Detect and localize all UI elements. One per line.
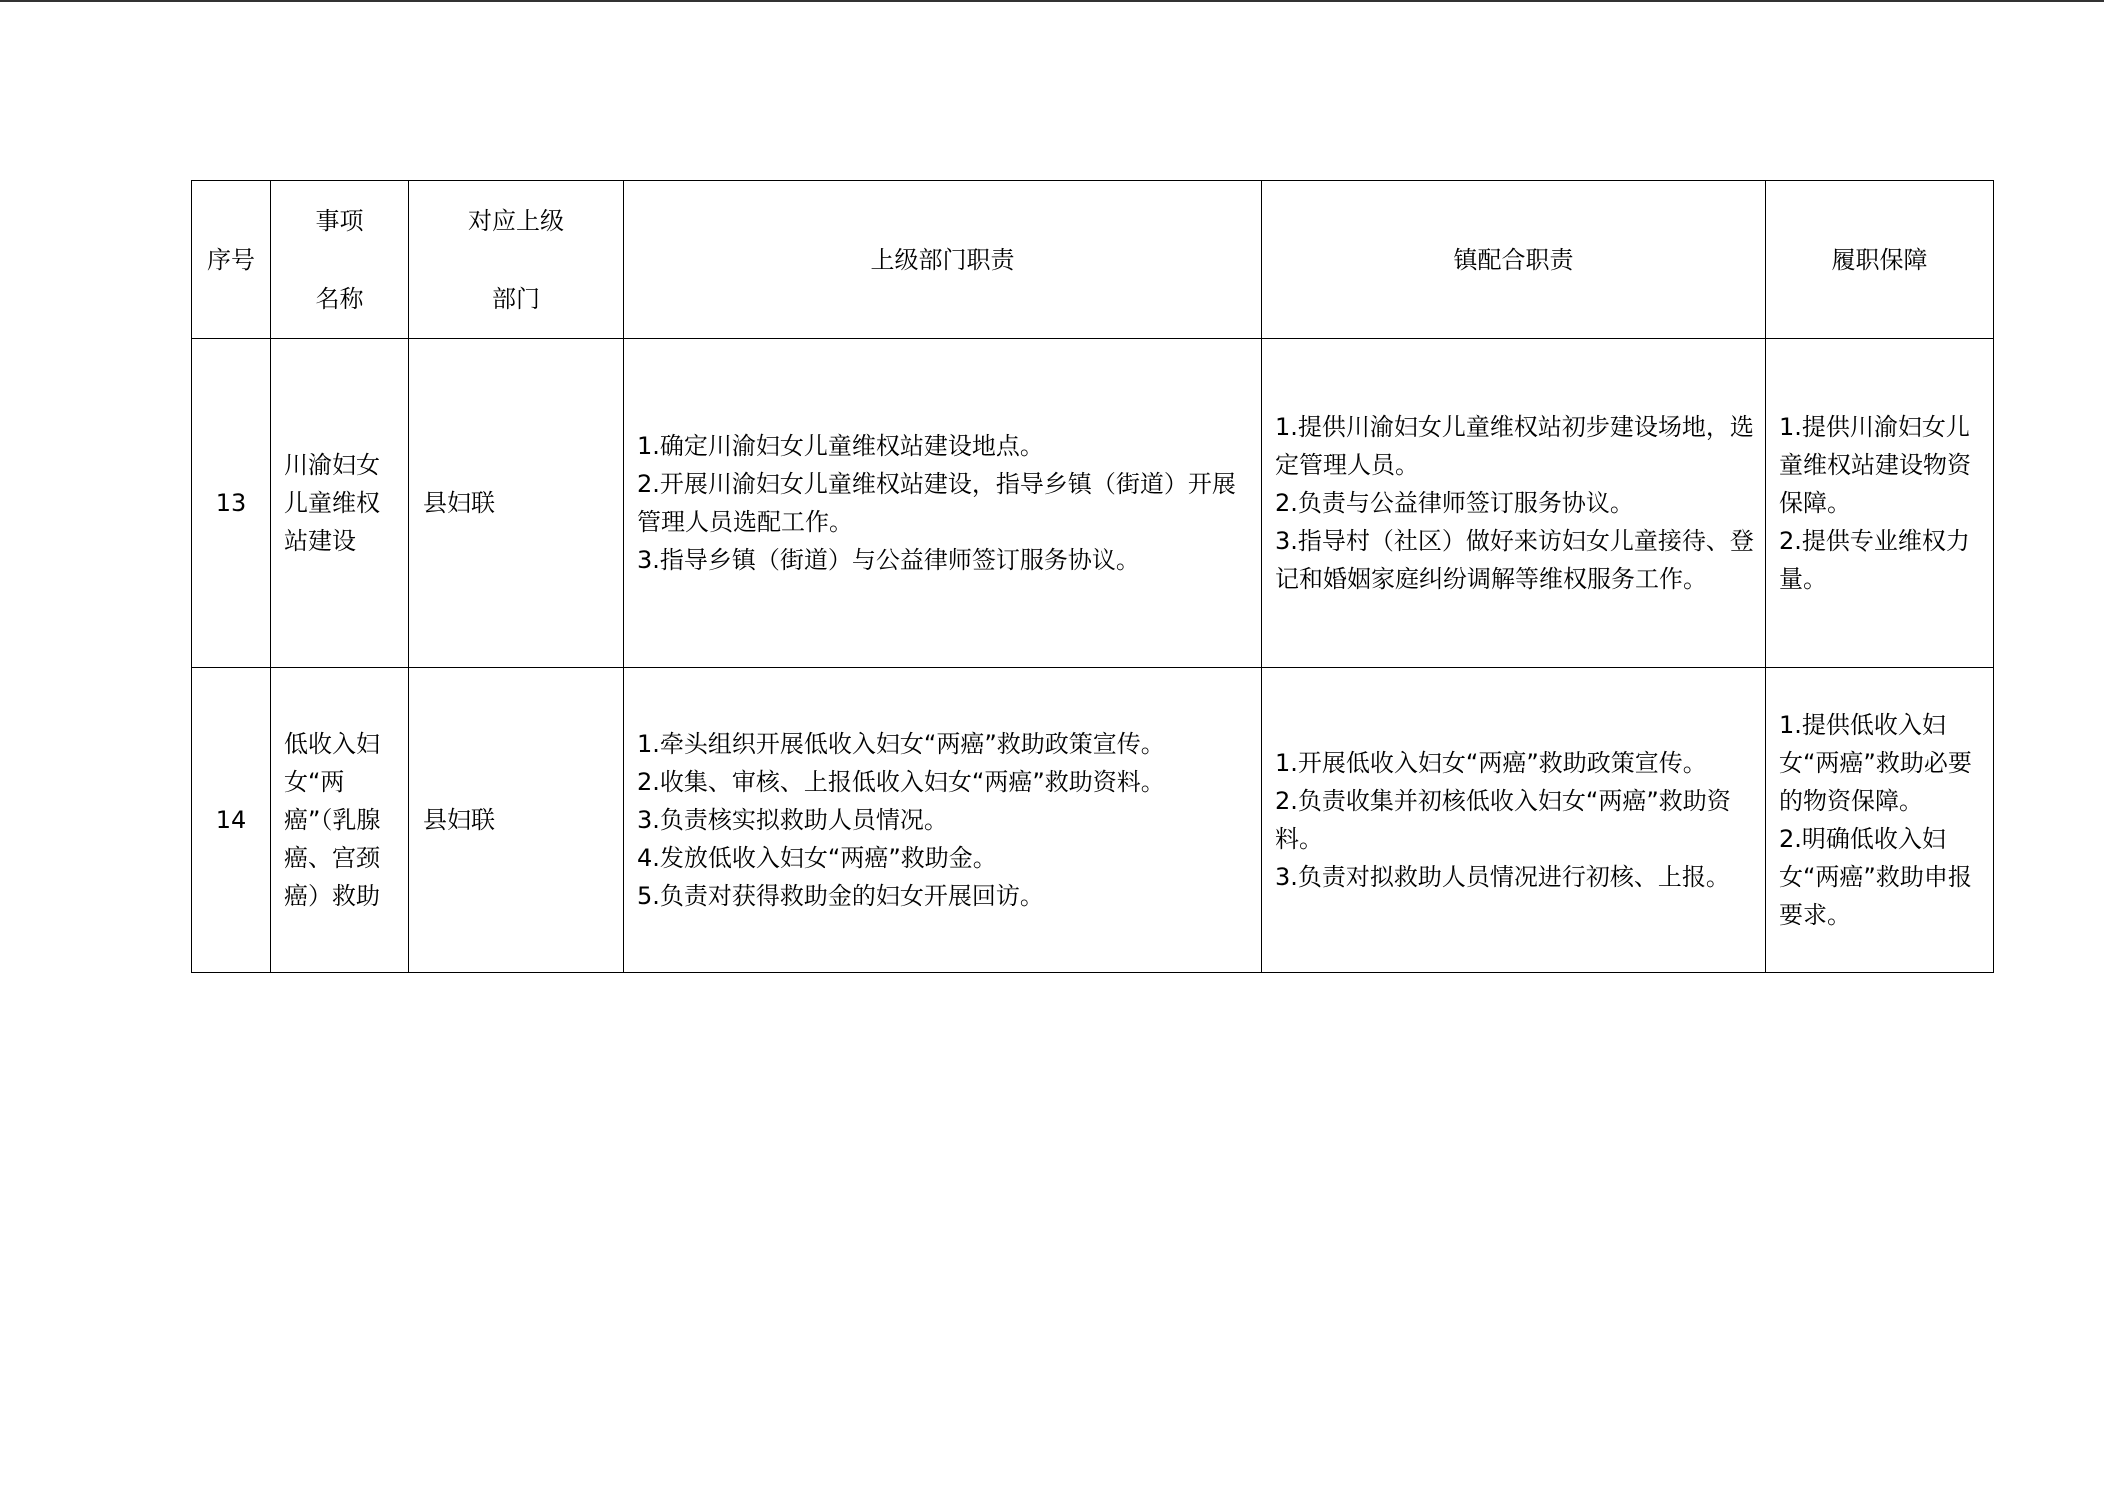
table-row (192, 339, 1994, 668)
town-duty-item: 1.开展低收入妇女“两癌”救助政策宣传。 (1275, 749, 1707, 777)
superior-duty-item: 2.开展川渝妇女儿童维权站建设，指导乡镇（街道）开展管理人员选配工作。 (637, 470, 1236, 536)
row-seq: 14 (192, 668, 271, 973)
superior-duty-item: 3.负责核实拟救助人员情况。 (637, 806, 948, 834)
row-superior-dept: 县妇联 (409, 668, 624, 973)
town-duty-item: 1.提供川渝妇女儿童维权站初步建设场地，选定管理人员。 (1275, 413, 1754, 479)
town-duty-item: 3.指导村（社区）做好来访妇女儿童接待、登记和婚姻家庭纠纷调解等维权服务工作。 (1275, 527, 1754, 593)
superior-duty-item: 1.牵头组织开展低收入妇女“两癌”救助政策宣传。 (637, 730, 1165, 758)
row-guarantee (1766, 339, 1994, 668)
header-superior-duties: 上级部门职责 (624, 181, 1262, 339)
header-guarantee: 履职保障 (1766, 181, 1994, 339)
town-duty-item: 2.负责收集并初核低收入妇女“两癌”救助资料。 (1275, 787, 1731, 853)
superior-duty-item: 3.指导乡镇（街道）与公益律师签订服务协议。 (637, 546, 1140, 574)
row-superior-duties (624, 668, 1262, 973)
row-item-name: 川渝妇女儿童维权站建设 (271, 339, 409, 668)
guarantee-item: 2.明确低收入妇女“两癌”救助申报要求。 (1779, 825, 1972, 929)
row-item-name: 低收入妇女“两癌”（乳腺癌、宫颈癌）救助 (271, 668, 409, 973)
row-town-duties (1262, 668, 1766, 973)
guarantee-item: 1.提供川渝妇女儿童维权站建设物资保障。 (1779, 413, 1971, 517)
row-guarantee (1766, 668, 1994, 973)
header-item-name-line1: 事项 (315, 206, 364, 235)
guarantee-item: 2.提供专业维权力量。 (1779, 527, 1970, 593)
superior-duty-item: 1.确定川渝妇女儿童维权站建设地点。 (637, 432, 1044, 460)
row-seq: 13 (192, 339, 271, 668)
guarantee-item: 1.提供低收入妇女“两癌”救助必要的物资保障。 (1779, 711, 1972, 815)
town-duty-item: 3.负责对拟救助人员情况进行初核、上报。 (1275, 863, 1730, 891)
superior-duty-item: 2.收集、审核、上报低收入妇女“两癌”救助资料。 (637, 768, 1165, 796)
row-superior-duties (624, 339, 1262, 668)
superior-duty-item: 5.负责对获得救助金的妇女开展回访。 (637, 882, 1044, 910)
header-superior-dept-line2: 部门 (492, 284, 540, 313)
header-item-name-line2: 名称 (315, 284, 364, 313)
table-row (192, 668, 1994, 973)
row-town-duties (1262, 339, 1766, 668)
responsibility-table (191, 180, 1994, 973)
header-item-name (271, 181, 409, 339)
header-seq: 序号 (192, 181, 271, 339)
header-superior-dept-line1: 对应上级 (468, 206, 564, 235)
town-duty-item: 2.负责与公益律师签订服务协议。 (1275, 489, 1634, 517)
table-header-row (192, 181, 1994, 339)
page-top-border (0, 0, 2104, 2)
header-town-duties: 镇配合职责 (1262, 181, 1766, 339)
header-superior-dept (409, 181, 624, 339)
superior-duty-item: 4.发放低收入妇女“两癌”救助金。 (637, 844, 997, 872)
row-superior-dept: 县妇联 (409, 339, 624, 668)
